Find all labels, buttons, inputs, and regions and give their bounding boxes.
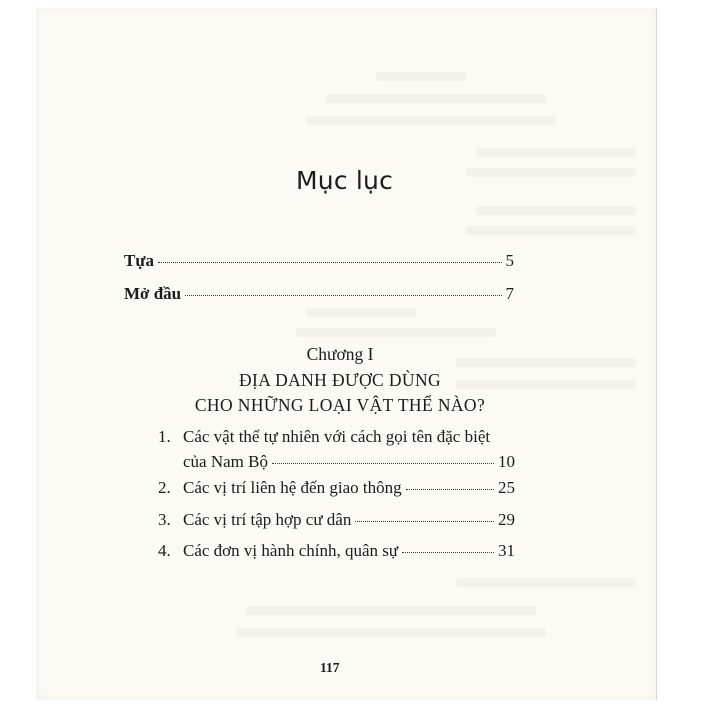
toc-entry-page: 7 xyxy=(505,284,514,303)
toc-item-page: 10 xyxy=(498,452,515,471)
toc-item-1-continued xyxy=(183,452,515,472)
dot-leader xyxy=(272,463,494,464)
chapter-heading-line2: CHO NHỮNG LOẠI VẬT THỂ NÀO? xyxy=(194,395,486,415)
dot-leader xyxy=(158,262,501,263)
toc-entry-label: Tựa xyxy=(124,251,155,270)
toc-item-text: Các vật thể tự nhiên với cách gọi tên đặc biệt xyxy=(183,427,491,446)
toc-item-text: Các vị trí liên hệ đến giao thông xyxy=(183,478,402,497)
toc-item-number: 4. xyxy=(158,541,171,560)
toc-item-text: Các đơn vị hành chính, quân sự xyxy=(183,541,399,560)
toc-item-page: 29 xyxy=(498,510,515,529)
toc-entry-label: Mở đầu xyxy=(124,284,182,303)
toc-item-3 xyxy=(183,510,515,530)
toc-item-4 xyxy=(183,541,515,561)
toc-entry-tua xyxy=(124,251,514,271)
toc-item-text: của Nam Bộ xyxy=(183,452,268,471)
toc-item-page: 25 xyxy=(498,478,515,497)
toc-entry-page: 5 xyxy=(505,251,514,270)
toc-item-number: 3. xyxy=(158,510,171,529)
chapter-number: Chương I xyxy=(306,344,374,364)
page-title: Mục lục xyxy=(296,166,394,195)
toc-item-2 xyxy=(183,478,515,498)
toc-item-number: 1. xyxy=(158,427,171,446)
page-number: 117 xyxy=(320,660,340,675)
toc-item-text: Các vị trí tập hợp cư dân xyxy=(183,510,352,529)
toc-entry-mo-dau xyxy=(124,284,514,304)
dot-leader xyxy=(402,552,494,553)
chapter-heading-line1: ĐỊA DANH ĐƯỢC DÙNG xyxy=(238,370,442,390)
dot-leader xyxy=(185,295,501,296)
dot-leader xyxy=(355,521,494,522)
toc-item-page: 31 xyxy=(498,541,515,560)
toc-item-number: 2. xyxy=(158,478,171,497)
dot-leader xyxy=(406,489,494,490)
